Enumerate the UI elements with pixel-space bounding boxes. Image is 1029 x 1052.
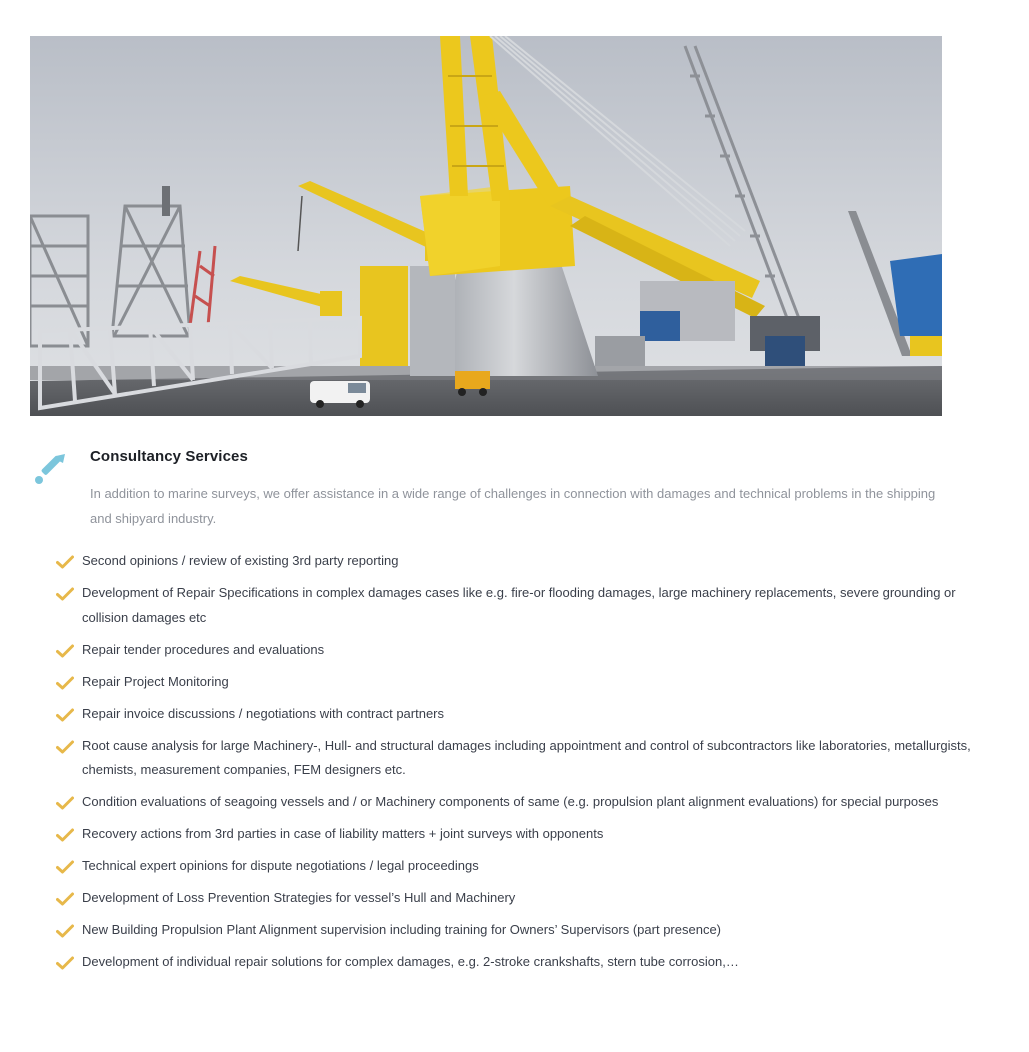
check-icon (56, 587, 74, 601)
check-icon (56, 860, 74, 874)
check-icon (56, 676, 74, 690)
checklist-item (56, 918, 976, 943)
check-icon (56, 828, 74, 842)
checklist-item (56, 702, 976, 727)
checklist-item-text: Repair Project Monitoring (82, 673, 229, 689)
checklist-item-text: Repair invoice discussions / negotiations with contract partners (82, 705, 445, 721)
checklist-item-text: Recovery actions from 3rd parties in case of liability matters + joint surveys with opponents (82, 826, 604, 841)
checklist-item (56, 581, 976, 630)
checklist-item (56, 734, 976, 783)
checklist-item (56, 886, 976, 911)
wrench-icon (32, 452, 68, 488)
checklist-item-text: Development of Repair Specifications in complex damages cases like e.g. fire-or flooding damages, large machinery replacements, severe grounding or collision damages etc (82, 585, 956, 625)
checklist-item-text: Second opinions / review of existing 3rd party reporting (82, 553, 399, 568)
checklist-item-text: Technical expert opinions for dispute negotiations / legal proceedings (82, 858, 479, 873)
check-icon (56, 740, 74, 754)
check-icon (56, 924, 74, 938)
crane-vessel-illustration (30, 36, 942, 416)
check-icon (56, 892, 74, 906)
checklist-item-text: Condition evaluations of seagoing vessels and / or Machinery components of same (e.g. propulsion plant alignment evaluations) for special purposes (82, 794, 939, 809)
checklist-item (56, 549, 976, 574)
checklist-item-text: Development of individual repair solutions for complex damages, e.g. 2-stroke crankshafts, stern tube corrosion,… (82, 954, 739, 969)
checklist-item (56, 822, 976, 847)
service-checklist (56, 549, 976, 982)
checklist-item-text: Root cause analysis for large Machinery-, Hull- and structural damages including appointment and control of subcontractors like laboratories, metallurgists, chemists, measurement companies, FEM designers etc. (82, 737, 971, 777)
checklist-item (56, 950, 976, 975)
checklist-item (56, 670, 976, 695)
check-icon (56, 644, 74, 658)
check-icon (56, 956, 74, 970)
check-icon (56, 708, 74, 722)
service-intro: In addition to marine surveys, we offer assistance in a wide range of challenges in connection with damages and technical problems in the shipping and shipyard industry. (90, 486, 936, 526)
hero-image (30, 36, 942, 416)
checklist-item-text: New Building Propulsion Plant Alignment supervision including training for Owners’ Supervisors (part presence) (82, 922, 721, 937)
checklist-item (56, 790, 976, 815)
check-icon (56, 555, 74, 569)
checklist-item (56, 638, 976, 663)
checklist-item-text: Development of Loss Prevention Strategies for vessel’s Hull and Machinery (82, 890, 516, 905)
check-icon (56, 796, 74, 810)
checklist-item-text: Repair tender procedures and evaluations (82, 641, 325, 657)
checklist-item (56, 854, 976, 879)
service-title: Consultancy Services (90, 448, 248, 465)
